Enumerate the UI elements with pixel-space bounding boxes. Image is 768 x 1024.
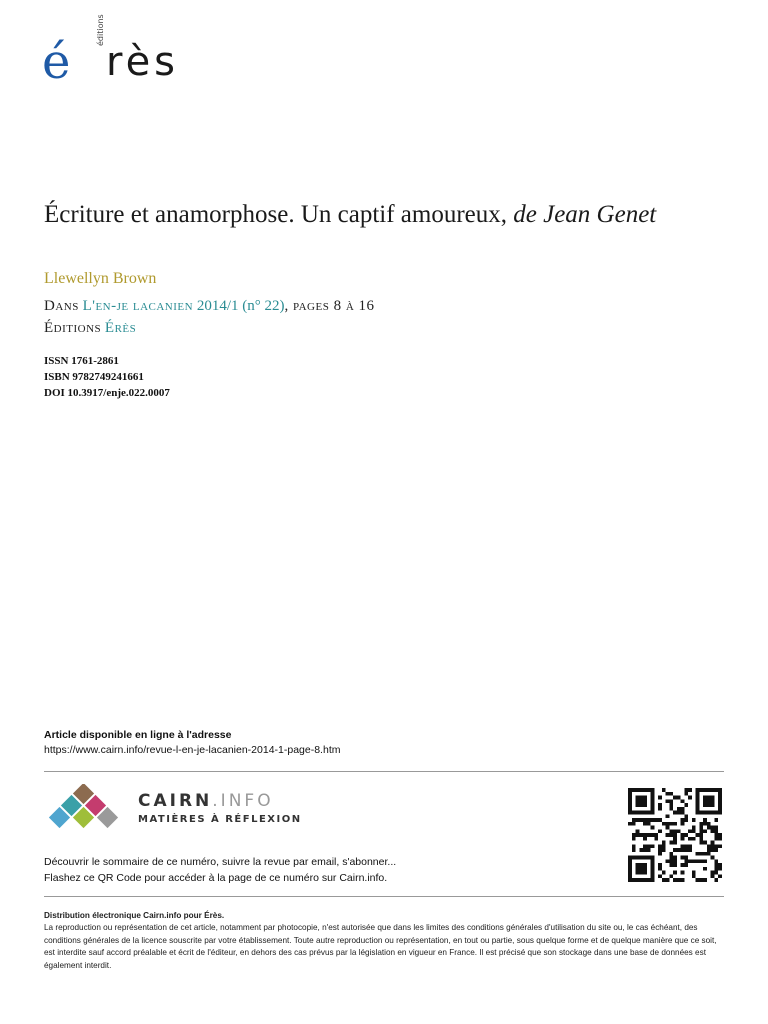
qr-module (718, 837, 722, 841)
qr-module (647, 844, 651, 848)
qr-module (684, 818, 688, 822)
qr-module (666, 822, 670, 826)
qr-module (684, 856, 688, 860)
publisher-line (44, 320, 136, 337)
qr-module (673, 833, 677, 837)
qr-module (714, 844, 718, 848)
qr-module (681, 833, 685, 837)
qr-module (658, 807, 662, 811)
qr-module (707, 844, 711, 848)
qr-module (632, 822, 636, 826)
legal-heading: Distribution électronique Cairn.info pour Érès. (44, 911, 225, 920)
qr-module (673, 837, 677, 841)
qr-module (696, 878, 700, 882)
qr-module (681, 848, 685, 852)
qr-module (684, 814, 688, 818)
qr-module (669, 822, 673, 826)
qr-module (714, 848, 718, 852)
qr-module (639, 848, 643, 852)
qr-module (651, 833, 655, 837)
qr-module (666, 859, 670, 863)
qr-module (673, 796, 677, 800)
qr-module (673, 811, 677, 815)
qr-module (677, 796, 681, 800)
qr-module (669, 859, 673, 863)
qr-module (699, 826, 703, 830)
title-italic: de Jean Genet (513, 201, 657, 228)
qr-module (677, 829, 681, 833)
qr-module (666, 792, 670, 796)
qr-module (703, 822, 707, 826)
qr-module (677, 848, 681, 852)
qr-module (662, 878, 666, 882)
pages-range: , pages 8 à 16 (284, 298, 375, 314)
qr-module (688, 837, 692, 841)
qr-module (677, 807, 681, 811)
qr-module (669, 803, 673, 807)
qr-module (684, 833, 688, 837)
qr-module (703, 878, 707, 882)
qr-module (684, 859, 688, 863)
qr-module (647, 822, 651, 826)
qr-module (711, 874, 715, 878)
article-title (44, 200, 704, 230)
isbn: ISBN 9782749241661 (44, 371, 144, 383)
qr-module (703, 841, 707, 845)
qr-module (714, 859, 718, 863)
qr-module (628, 822, 632, 826)
qr-module (707, 848, 711, 852)
qr-module (684, 788, 688, 792)
qr-module (643, 833, 647, 837)
qr-module (643, 822, 647, 826)
qr-module (639, 833, 643, 837)
qr-module (688, 859, 692, 863)
qr-module (699, 852, 703, 856)
qr-module (647, 818, 651, 822)
qr-module (696, 852, 700, 856)
cairn-name: CAIRN (138, 791, 213, 811)
logo-letters-res: rès (106, 39, 180, 85)
qr-module (673, 859, 677, 863)
qr-module (692, 859, 696, 863)
qr-module (673, 863, 677, 867)
cairn-wordmark (138, 791, 274, 811)
qr-module (662, 822, 666, 826)
journal-line (44, 298, 375, 315)
qr-module (703, 829, 707, 833)
qr-module (692, 871, 696, 875)
title-main: Écriture et anamorphose. Un captif amoureux, (44, 201, 508, 228)
qr-module (684, 803, 688, 807)
qr-module (714, 818, 718, 822)
qr-module (658, 803, 662, 807)
qr-module (666, 878, 670, 882)
qr-module (684, 863, 688, 867)
divider-bottom (44, 896, 724, 897)
qr-module (681, 837, 685, 841)
qr-module (711, 844, 715, 848)
issue-link[interactable]: 2014/1 (n° 22) (196, 298, 285, 314)
cairn-logo-icon[interactable] (44, 784, 134, 836)
qr-module (699, 822, 703, 826)
qr-module (673, 848, 677, 852)
qr-module (639, 818, 643, 822)
qr-module (714, 833, 718, 837)
qr-module (714, 863, 718, 867)
qr-module (654, 837, 658, 841)
qr-module (692, 874, 696, 878)
qr-module (669, 799, 673, 803)
qr-module (632, 837, 636, 841)
qr-module (681, 871, 685, 875)
logo-letter-e: é (42, 34, 71, 90)
qr-module (669, 829, 673, 833)
qr-module (699, 878, 703, 882)
qr-module (707, 822, 711, 826)
doi: DOI 10.3917/enje.022.0007 (44, 387, 170, 399)
qr-module (718, 867, 722, 871)
qr-code[interactable] (626, 788, 724, 882)
qr-module (632, 818, 636, 822)
qr-module (643, 844, 647, 848)
qr-module (647, 833, 651, 837)
qr-module (654, 833, 658, 837)
qr-module (669, 852, 673, 856)
qr-module (718, 844, 722, 848)
qr-module (711, 841, 715, 845)
qr-module (684, 844, 688, 848)
qr-module (681, 807, 685, 811)
qr-module (692, 829, 696, 833)
qr-module (688, 848, 692, 852)
cairn-tagline: MATIÈRES À RÉFLEXION (138, 814, 302, 825)
qr-module (692, 826, 696, 830)
qr-module (718, 874, 722, 878)
qr-module (662, 844, 666, 848)
publisher-prefix: Éditions (44, 320, 102, 336)
legal-text: La reproduction ou représentation de cet article, notamment par photocopie, n'est autorisée que dans les limites des conditions générales d'utilisation du site ou, le cas échéant, des conditions générales de la licence souscrite par votre établissement. Toute autre reproduction ou représentation, en tout ou partie, sous quelque forme et de quelque manière que ce soit, est interdite sauf accord préalable et écrit de l'éditeur, en dehors des cas prévus par la législation en vigueur en France. Il est précisé que son stockage dans une base de données est également interdit. (44, 923, 717, 970)
qr-module (677, 811, 681, 815)
author-link[interactable]: Llewellyn Brown (44, 270, 157, 287)
qr-module (636, 818, 640, 822)
qr-module (681, 818, 685, 822)
qr-module (718, 833, 722, 837)
qr-module (673, 878, 677, 882)
availability-heading: Article disponible en ligne à l'adresse (44, 729, 232, 741)
qr-module (696, 833, 700, 837)
logo-editions-text: éditions (96, 14, 105, 46)
qr-module (703, 818, 707, 822)
qr-module (692, 818, 696, 822)
qr-module (714, 829, 718, 833)
discover-line-2: Flashez ce QR Code pour accéder à la page de ce numéro sur Cairn.info. (44, 872, 388, 884)
qr-module (681, 878, 685, 882)
qr-module (669, 856, 673, 860)
qr-module (711, 829, 715, 833)
qr-module (681, 863, 685, 867)
qr-module (688, 829, 692, 833)
qr-module (703, 796, 714, 807)
qr-module (669, 792, 673, 796)
qr-module (673, 822, 677, 826)
qr-module (666, 826, 670, 830)
qr-module (714, 837, 718, 841)
qr-module (636, 796, 647, 807)
qr-module (669, 874, 673, 878)
qr-module (662, 788, 666, 792)
qr-module (658, 829, 662, 833)
qr-module (632, 844, 636, 848)
qr-module (703, 852, 707, 856)
qr-module (673, 829, 677, 833)
qr-module (669, 863, 673, 867)
qr-module (662, 871, 666, 875)
qr-module (662, 841, 666, 845)
issn: ISSN 1761-2861 (44, 355, 119, 367)
qr-module (651, 818, 655, 822)
qr-module (681, 799, 685, 803)
qr-module (714, 878, 718, 882)
qr-module (711, 848, 715, 852)
qr-module (684, 792, 688, 796)
qr-module (673, 841, 677, 845)
cairn-info: .INFO (212, 791, 274, 811)
qr-module (658, 796, 662, 800)
identifiers (44, 353, 170, 401)
qr-module (632, 848, 636, 852)
qr-module (688, 788, 692, 792)
qr-module (688, 844, 692, 848)
qr-module (703, 859, 707, 863)
qr-module (662, 848, 666, 852)
qr-module (699, 859, 703, 863)
journal-link[interactable]: L'en-je lacanien (82, 298, 194, 314)
qr-module (654, 818, 658, 822)
qr-module (684, 848, 688, 852)
qr-module (711, 856, 715, 860)
qr-module (658, 848, 662, 852)
qr-module (699, 829, 703, 833)
qr-module (681, 822, 685, 826)
qr-module (714, 871, 718, 875)
qr-module (718, 863, 722, 867)
qr-module (647, 848, 651, 852)
discover-line-1: Découvrir le sommaire de ce numéro, suivre la revue par email, s'abonner... (44, 856, 397, 868)
qr-module (658, 852, 662, 856)
qr-module (651, 844, 655, 848)
article-url-link[interactable]: https://www.cairn.info/revue-l-en-je-lacanien-2014-1-page-8.htm (44, 744, 341, 756)
qr-module (681, 811, 685, 815)
qr-module (658, 844, 662, 848)
divider-top (44, 771, 724, 772)
qr-module (669, 841, 673, 845)
qr-module (636, 829, 640, 833)
qr-module (643, 837, 647, 841)
qr-module (666, 833, 670, 837)
qr-module (707, 852, 711, 856)
qr-module (699, 833, 703, 837)
qr-module (699, 837, 703, 841)
qr-module (666, 799, 670, 803)
qr-module (643, 848, 647, 852)
qr-module (669, 807, 673, 811)
qr-module (688, 796, 692, 800)
qr-module (651, 826, 655, 830)
qr-module (673, 871, 677, 875)
qr-module (673, 856, 677, 860)
eres-logo (42, 14, 192, 90)
qr-module (636, 863, 647, 874)
qr-module (632, 833, 636, 837)
qr-module (643, 818, 647, 822)
qr-module (714, 826, 718, 830)
qr-module (658, 818, 662, 822)
discover-text (44, 854, 396, 886)
publisher-link[interactable]: Érès (104, 320, 137, 336)
legal-notice (44, 910, 724, 972)
qr-module (658, 863, 662, 867)
qr-module (711, 871, 715, 875)
qr-module (658, 867, 662, 871)
qr-module (714, 867, 718, 871)
qr-module (703, 867, 707, 871)
qr-module (681, 856, 685, 860)
qr-module (669, 833, 673, 837)
qr-module (666, 814, 670, 818)
qr-module (692, 837, 696, 841)
availability (44, 728, 340, 758)
qr-module (707, 826, 711, 830)
qr-module (677, 878, 681, 882)
qr-module (681, 844, 685, 848)
qr-module (711, 826, 715, 830)
qr-module (696, 859, 700, 863)
qr-module (636, 833, 640, 837)
in-prefix: Dans (44, 298, 79, 314)
qr-module (699, 841, 703, 845)
qr-module (658, 874, 662, 878)
